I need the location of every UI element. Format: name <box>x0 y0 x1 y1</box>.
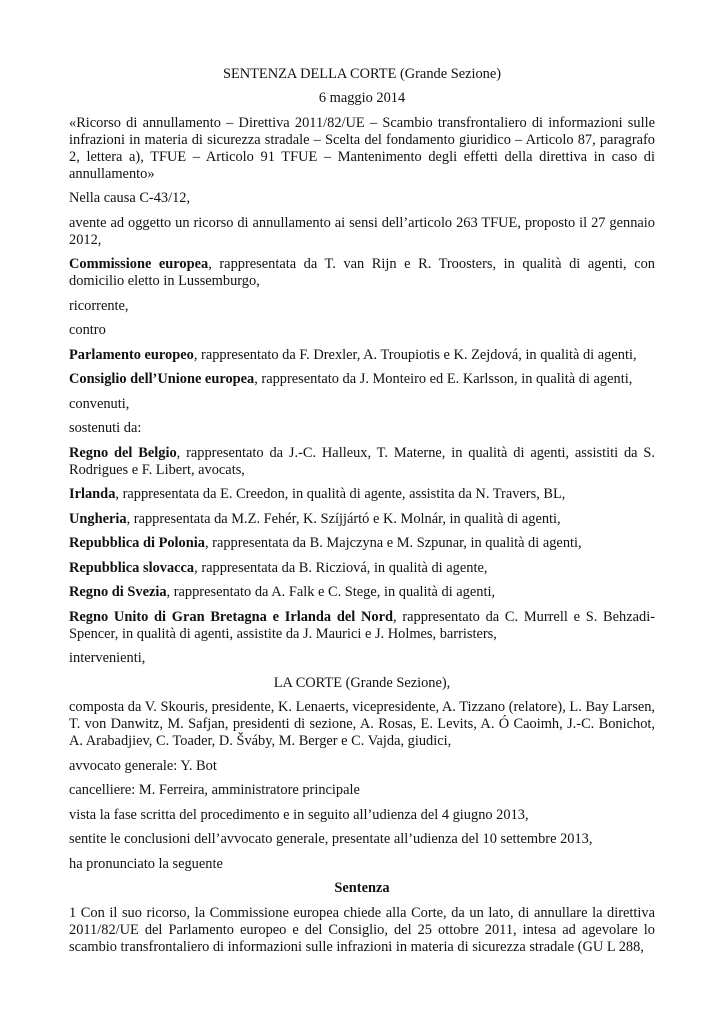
applicant-role: ricorrente, <box>69 297 129 314</box>
applicant-paragraph <box>69 256 655 290</box>
intervener-details: , rappresentata da M.Z. Fehér, K. Szíjjártó e K. Molnár, in qualità di agenti, <box>126 510 561 527</box>
intervener-paragraph <box>69 584 655 601</box>
intervener-details: , rappresentata da B. Ricziová, in qualità di agente, <box>194 559 488 576</box>
intervener-details: , rappresentato da C. Murrell e S. Behzadi-Spencer, in qualità di agenti, assistite da J. Maurici e J. Holmes, barristers, <box>69 608 655 642</box>
versus-label: contro <box>69 322 106 338</box>
intervener-paragraph <box>69 560 655 577</box>
pronounced-statement: ha pronunciato la seguente <box>69 855 223 872</box>
intervener-paragraph <box>69 535 655 552</box>
intervener-details: , rappresentato da A. Falk e C. Stege, in qualità di agenti, <box>166 584 496 600</box>
interveners-role: intervenienti, <box>69 650 146 666</box>
judgment-date: 6 maggio 2014 <box>318 90 406 106</box>
applicant-details: , rappresentata da T. van Rijn e R. Troosters, in qualità di agenti, con domicilio eletto in Lussemburgo, <box>69 256 655 289</box>
intervener-name: Regno di Svezia <box>69 584 167 600</box>
defendant-details: , rappresentato da J. Monteiro ed E. Karlsson, in qualità di agenti, <box>254 371 633 387</box>
defendants-role: convenuti, <box>69 395 130 412</box>
intervener-details: , rappresentato da J.-C. Halleux, T. Materne, in qualità di agenti, assistiti da S. Rodrigues e F. Libert, avocats, <box>69 444 655 478</box>
court-heading: LA CORTE (Grande Sezione), <box>273 674 451 691</box>
opinion-statement: sentite le conclusioni dell’avvocato generale, presentate all’udienza del 10 settembre 2013, <box>69 831 593 847</box>
intervener-name: Ungheria <box>69 510 127 527</box>
intervener-name: Repubblica di Polonia <box>69 535 205 551</box>
case-number: Nella causa C-43/12, <box>69 190 191 206</box>
defendant-paragraph <box>69 371 655 388</box>
subject-summary: «Ricorso di annullamento – Direttiva 2011/82/UE – Scambio transfrontaliero di informazioni sulle infrazioni in materia di sicurezza stradale – Scelta del fondamento giuridico – Articolo 87, paragrafo 2, lettera a), TFUE – Articolo 91 TFUE – Mantenimento degli effetti della direttiva in caso di annullamento» <box>69 114 655 182</box>
supported-by-label: sostenuti da: <box>69 420 142 436</box>
defendant-name: Parlamento europeo <box>69 346 194 363</box>
registrar: cancelliere: M. Ferreira, amministratore principale <box>69 782 360 798</box>
intervener-details: , rappresentata da E. Creedon, in qualità di agente, assistita da N. Travers, BL, <box>115 486 566 502</box>
intervener-details: , rappresentata da B. Majczyna e M. Szpunar, in qualità di agenti, <box>204 535 582 551</box>
advocate-general: avvocato generale: Y. Bot <box>69 757 217 774</box>
action-object: avente ad oggetto un ricorso di annullamento ai sensi dell’articolo 263 TFUE, proposto il 27 gennaio 2012, <box>69 214 655 248</box>
intervener-name: Irlanda <box>69 486 116 502</box>
defendant-paragraph <box>69 347 655 364</box>
intervener-paragraph <box>69 511 655 528</box>
intervener-paragraph <box>69 609 655 643</box>
paragraph-1: 1 Con il suo ricorso, la Commissione europea chiede alla Corte, da un lato, di annullare la direttiva 2011/82/UE del Parlamento europeo e del Consiglio, del 25 ottobre 2011, intesa ad agevolare lo scambio transfrontaliero di informazioni sulle infrazioni in materia di sicurezza stradale (GU L 288, <box>69 904 655 955</box>
intervener-paragraph <box>69 445 655 479</box>
defendant-details: , rappresentato da F. Drexler, A. Troupiotis e K. Zejdová, in qualità di agenti, <box>193 346 637 363</box>
intervener-name: Regno del Belgio <box>69 444 177 461</box>
judgment-heading: Sentenza <box>334 880 390 896</box>
intervener-name: Regno Unito di Gran Bretagna e Irlanda del Nord <box>69 608 393 625</box>
defendant-name: Consiglio dell’Unione europea <box>69 371 255 387</box>
intervener-paragraph <box>69 486 655 503</box>
applicant-name: Commissione europea <box>69 256 209 272</box>
judgment-title: SENTENZA DELLA CORTE (Grande Sezione) <box>222 66 502 82</box>
court-composition: composta da V. Skouris, presidente, K. Lenaerts, vicepresidente, A. Tizzano (relatore), L. Bay Larsen, T. von Danwitz, M. Safjan, presidenti di sezione, A. Rosas, E. Levits, A. Ó Caoimh, J.-C. Bonichot, A. Arabadjiev, C. Toader, D. Šváby, M. Berger e C. Vajda, giudici, <box>69 699 655 749</box>
procedure-statement: vista la fase scritta del procedimento e in seguito all’udienza del 4 giugno 2013, <box>69 806 529 823</box>
intervener-name: Repubblica slovacca <box>69 559 195 576</box>
